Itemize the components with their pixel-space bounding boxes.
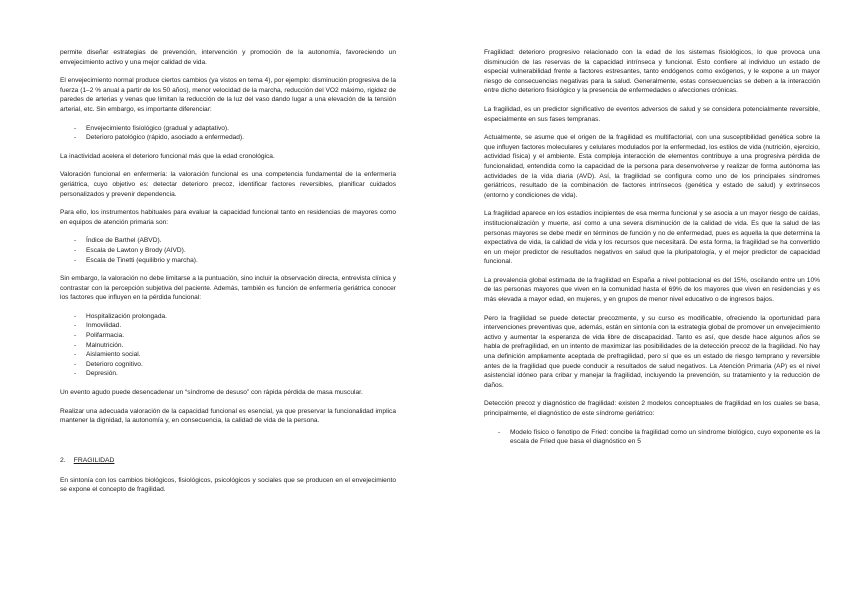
list-item: - Hospitalización prolongada. [74,312,396,322]
paragraph: Un evento agudo puede desencadenar un “síndrome de desuso” con rápida pérdida de masa muscular. [60,389,363,397]
section-title: FRAGILIDAD [73,456,115,464]
paragraph: Valoración funcional en enfermería: la valoración funcional es una competencia fundamental de la enfermería geriátrica, cuyo objetivo es: detectar deterioro precoz, identificar factores reversibles, planificar cuidados personalizados y prevenir dependencia. [60,171,396,198]
paragraph: Para ello, los instrumentos habituales para evaluar la capacidad funcional tanto en residencias de mayores como en equipos de atención primaria son: [60,209,396,226]
list-item: - Polifarmacia. [74,331,396,341]
bullet-list [60,312,396,379]
paragraph: La inactividad acelera el deterioro funcional más que la edad cronológica. [60,152,275,160]
bullet-list [484,428,820,447]
left-column [60,48,396,504]
paragraph: Actualmente, se asume que el origen de la fragilidad es multifactorial, con una susceptibilidad genética sobre la que influyen factores moleculares y celulares modulados por la enfermedad, los estilos de vida (nutrición, ejercicio, actividad física) y el ambiente. Esta compleja interacción de elementos contribuye a una progresiva pérdida de funcionalidad, entendida como la capacidad de la persona para desenvolverse y realizar de forma autónoma las actividades de la vida diaria (AVD). Así, la fragilidad se configura como uno de los principales síndromes geriátricos, resultado de la combinación de factores intrínsecos (genética y estado de salud) y extrínsecos (entorno y condiciones de vida). [484,134,820,199]
right-column [484,48,820,456]
paragraph: La prevalencia global estimada de la fragilidad en España a nivel poblacional es del 15%, oscilando entre un 10% de las personas mayores que viven en la comunidad hasta el 69% de los mayores que viven en residencias y es más elevada a mayor edad, en mujeres, y en grupos de menor nivel educativo o de ingresos bajos. [484,276,820,304]
list-item: - Depresión. [74,369,396,379]
paragraph: La fragilidad aparece en los estadios incipientes de esa merma funcional y se asocia a un mayor riesgo de caídas, institucionalización y muerte, así como a una severa disminución de la calidad de vida. Es que la salud de las personas mayores se debe medir en términos de función y no de enfermedad, pues es aquella la que determina la expectativa de vida, la calidad de vida y los recursos que necesitará. De esta forma, la fragilidad se ha convertido en un mejor predictor de resultados negativos en salud que la pluripatología, y el mejor predictor de capacidad funcional. [484,210,820,266]
bullet-list [60,124,396,143]
paragraph: La fragilidad, es un predictor significativo de eventos adversos de salud y se considera potencialmente reversible, especialmente en sus fases tempranas. [484,105,820,123]
section-heading [60,456,396,466]
section-number: 2. [60,456,66,464]
list-item: - Deterioro patológico (rápido, asociado a enfermedad). [74,133,396,143]
list-item: - Modelo físico o fenotipo de Fried: concibe la fragilidad como un síndrome biológico, cuyo exponente es la escala de Fried que basa el diagnóstico en 5 [498,428,820,447]
list-item: - Escala de Lawton y Brody (AIVD). [74,246,396,256]
list-item: - Malnutrición. [74,341,396,351]
list-item: - Índice de Barthel (ABVD). [74,236,396,246]
paragraph: Detección precoz y diagnóstico de fragilidad: existen 2 modelos conceptuales de fragilidad en los cuales se basa, principalmente, el diagnóstico de este síndrome geriátrico: [484,400,820,417]
list-item: - Envejecimiento fisiológico (gradual y adaptativo). [74,124,396,134]
paragraph: Pero la fragilidad se puede detectar precozmente, y su curso es modificable, ofreciendo la oportunidad para intervenciones preventivas que, además, están en sintonía con la estrategia global de promover un envejecimiento activo y aumentar la esperanza de vida libre de discapacidad. Tanto es así, que desde hace algunos años se habla de prefragilidad, en un intento de maximizar las posibilidades de la detección precoz de la fragilidad. No hay una definición ampliamente aceptada de prefragilidad, pero sí que es un estado de riesgo temprano y reversible antes de la fragilidad que puede conducir a resultados de salud negativos. La Atención Primaria (AP) es el nivel asistencial idóneo para cribar y manejar la fragilidad, incluyendo la prevención, su tratamiento y la reducción de daños. [484,314,820,389]
paragraph: El envejecimiento normal produce ciertos cambios (ya vistos en tema 4), por ejemplo: disminución progresiva de la fuerza (1–2 % anual a partir de los 50 años), menor velocidad de la marcha, reducción del VO2 máximo, rigidez de paredes de arterias y venas que limitan la reducción de la luz del vaso dando lugar a una elevación de la tensión arterial, etc. Sin embargo, es importante diferenciar: [60,77,396,113]
list-item: - Aislamiento social. [74,350,396,360]
list-item: - Deterioro cognitivo. [74,360,396,370]
paragraph: Sin embargo, la valoración no debe limitarse a la puntuación, sino incluir la observación directa, entrevista clínica y contrastar con la percepción subjetiva del paciente. Además, también es función de enfermería geriátrica conocer los factores que influyen en la pérdida funcional: [60,275,396,302]
bullet-list [60,236,396,265]
list-item: - Escala de Tinetti (equilibrio y marcha). [74,256,396,266]
paragraph: Realizar una adecuada valoración de la capacidad funcional es esencial, ya que preservar la funcionalidad implica mantener la dignidad, la autonomía y, en consecuencia, la calidad de vida de la persona. [60,407,396,425]
paragraph: Fragilidad: deterioro progresivo relacionado con la edad de los sistemas fisiológicos, lo que provoca una disminución de las reservas de la capacidad intrínseca y funcional. Esto confiere al individuo un estado de especial vulnerabilidad frente a factores estresantes, tanto endógenos como exógenos, y le expone a un mayor riesgo de consecuencias negativas para la salud. Generalmente, estas consecuencias se deben a la interacción entre dicho deterioro fisiológico y la presencia de enfermedades o afecciones crónicas. [484,49,820,95]
list-item: - Inmovilidad. [74,321,396,331]
paragraph: permite diseñar estrategias de prevención, intervención y promoción de la autonomía, favoreciendo un envejecimiento activo y una mejor calidad de vida. [60,49,396,66]
paragraph: En sintonía con los cambios biológicos, fisiológicos, psicológicos y sociales que se producen en el envejecimiento se expone el concepto de fragilidad. [60,476,396,494]
